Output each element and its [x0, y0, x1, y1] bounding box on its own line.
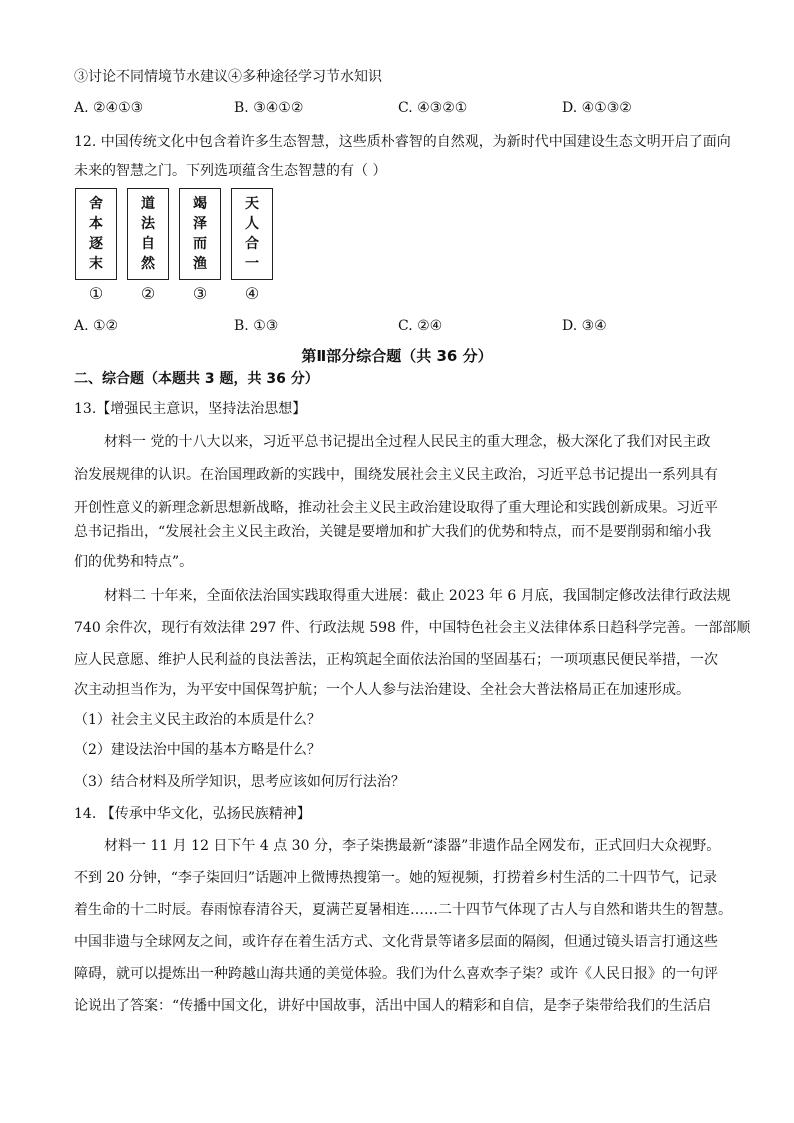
- q13-m2-line4: 次主动担当作为，为平安中国保驾护航；一个人人参与法治建设、全社会大普法格局正在加速形成。: [74, 682, 690, 698]
- q13-m2-line1: 材料二 十年来，全面依法治国实践取得重大进展：截止 2023 年 6 月底，我国制定修改法律行政法规: [104, 588, 731, 604]
- q12-option-c: C. ②④: [398, 318, 443, 334]
- section-title: 二、综合题（本题共 3 题，共 36 分）: [74, 371, 319, 387]
- q11-option-c: C. ④③②①: [398, 100, 468, 116]
- q13-question-3: （3）结合材料及所学知识，思考应该如何厉行法治？: [74, 774, 405, 790]
- q14-m1-line1: 材料一 11 月 12 日下午 4 点 30 分，李子柒携最新“漆器”非遗作品全网发布，正式回归大众视野。: [104, 838, 721, 854]
- q12-card-1-num: ①: [88, 284, 104, 303]
- part2-title: 第Ⅱ部分综合题（共 36 分）: [301, 347, 493, 365]
- q12-stem-line1: 12. 中国传统文化中包含着许多生态智慧，这些质朴睿智的自然观，为新时代中国建设生态文明开启了面向: [74, 134, 731, 150]
- q13-m1-line4: 总书记指出，“发展社会主义民主政治，关键是要增加和扩大我们的优势和特点，而不是要削弱和缩小我: [74, 524, 712, 540]
- q13-m1-line2: 治发展规律的认识。在治国理政新的实践中，围绕发展社会主义民主政治，习近平总书记提出一系列具有: [74, 467, 718, 483]
- q12-card-4-num: ④: [244, 284, 260, 303]
- q13-m2-line2: 740 余件次，现行有效法律 297 件、行政法规 598 件，中国特色社会主义法律体系日趋科学完善。一部部顺: [74, 620, 751, 636]
- q14-m1-line3: 着生命的十二时辰。春雨惊春清谷天，夏满芒夏暑相连……二十四节气体现了古人与自然和谐共生的智慧。: [74, 902, 732, 918]
- q12-card-3-num: ③: [192, 284, 208, 303]
- q12-card-4: 天 人 合 一: [231, 188, 273, 280]
- q11-option-d: D. ④①③②: [562, 100, 632, 116]
- q11-options: [74, 100, 694, 118]
- q11-line: ③讨论不同情境节水建议④多种途径学习节水知识: [74, 69, 382, 85]
- q13-m1-line1: 材料一 党的十八大以来，习近平总书记提出全过程人民民主的重大理念，极大深化了我们对民主政: [104, 434, 711, 450]
- q12-card-2: 道 法 自 然: [127, 188, 169, 280]
- q12-card-1: 舍 本 逐 末: [75, 188, 117, 280]
- q14-m1-line6: 论说出了答案：“传播中国文化，讲好中国故事，活出中国人的精彩和自信，是李子柒带给我们的生活启: [74, 998, 712, 1014]
- q11-option-a: A. ②④①③: [74, 100, 144, 116]
- q14-m1-line4: 中国非遗与全球网友之间，或许存在着生活方式、文化背景等诸多层面的隔阂，但通过镜头语言打通这些: [74, 934, 718, 950]
- q13-m1-line5: 们的优势和特点”。: [74, 554, 194, 570]
- q13-title: 13.【增强民主意识，坚持法治思想】: [74, 401, 307, 417]
- q13-m1-line3: 开创性意义的新理念新思想新战略，推动社会主义民主政治建设取得了重大理论和实践创新成果。习近平: [74, 500, 718, 516]
- q12-card-3: 竭 泽 而 渔: [179, 188, 221, 280]
- q12-stem-line2: 未来的智慧之门。下列选项蕴含生态智慧的有（ ）: [74, 163, 387, 179]
- q13-question-2: （2）建设法治中国的基本方略是什么？: [74, 742, 321, 758]
- q11-option-b: B. ③④①②: [234, 100, 304, 116]
- q12-option-a: A. ①②: [74, 318, 119, 334]
- q12-card-2-num: ②: [140, 284, 156, 303]
- q12-option-b: B. ①③: [234, 318, 279, 334]
- q13-m2-line3: 应人民意愿、维护人民利益的良法善法，正构筑起全面依法治国的坚固基石；一项项惠民便民举措，一次: [74, 652, 718, 668]
- q12-options: [74, 318, 694, 336]
- q14-m1-line5: 障碍，就可以提炼出一种跨越山海共通的美觉体验。我们为什么喜欢李子柒？或许《人民日报》的一句评: [74, 966, 718, 982]
- q12-option-d: D. ③④: [562, 318, 607, 334]
- q14-title: 14. 【传承中华文化，弘扬民族精神】: [74, 806, 311, 822]
- q13-question-1: （1）社会主义民主政治的本质是什么？: [74, 712, 321, 728]
- q14-m1-line2: 不到 20 分钟，“李子柒回归”话题冲上微博热搜第一。她的短视频，打捞着乡村生活的二十四节气，记录: [74, 870, 718, 886]
